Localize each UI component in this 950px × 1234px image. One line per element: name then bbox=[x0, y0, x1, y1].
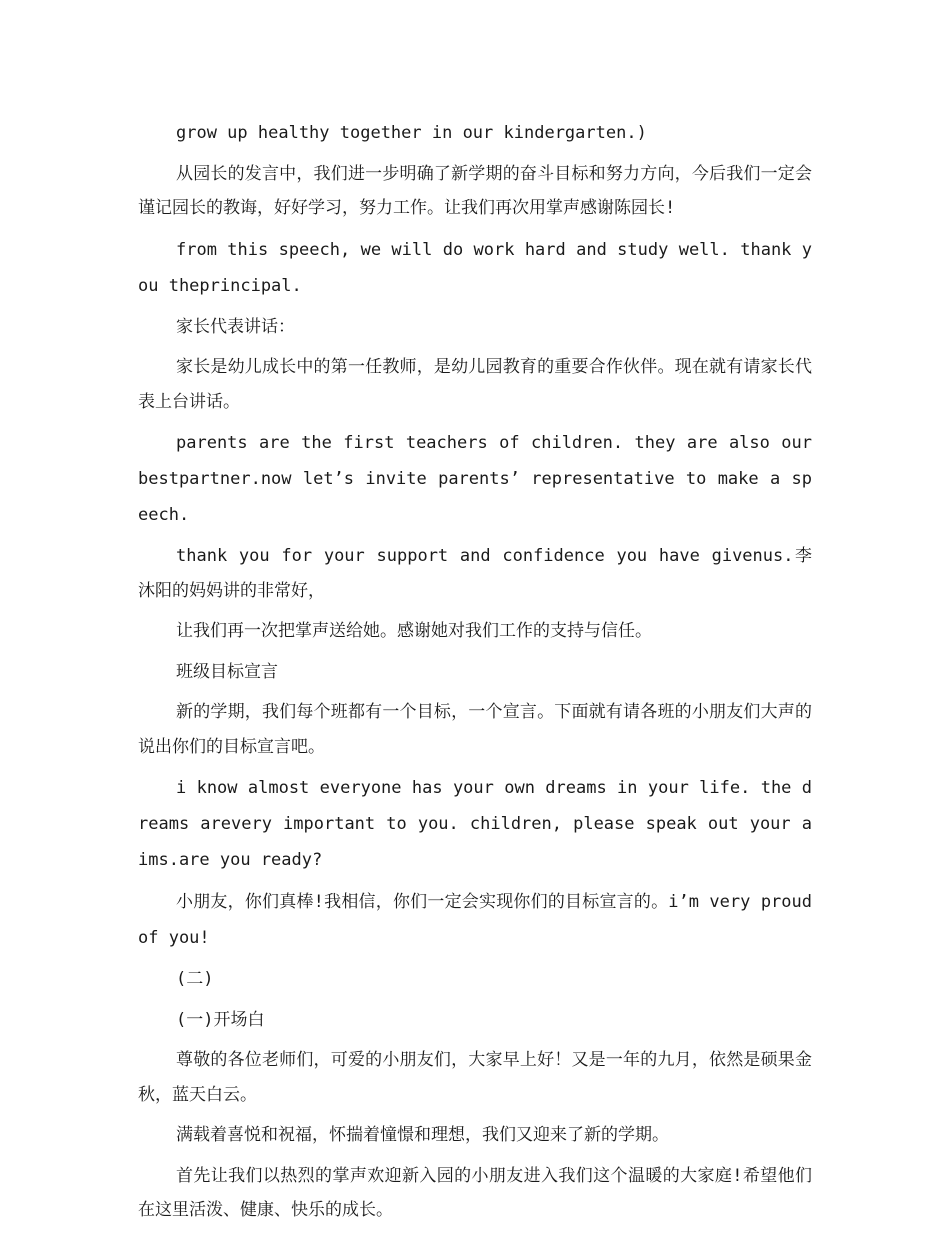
paragraph-closing-english: grow up healthy together in our kindergarten.) bbox=[176, 123, 647, 143]
section-heading-opening: (一)开场白 bbox=[176, 1009, 265, 1030]
paragraph-parent-intro-english: parents are the first teachers of children. they are also our bestpartner.now let’s invite parents’ representative to make a speech. bbox=[138, 433, 812, 525]
section-heading-class-goals: 班级目标宣言 bbox=[176, 661, 278, 682]
paragraph-applause: 让我们再一次把掌声送给她。感谢她对我们工作的支持与信任。 bbox=[176, 621, 652, 641]
paragraph-class-goals-intro: 新的学期，我们每个班都有一个目标，一个宣言。下面就有请各班的小朋友们大声的说出你们的目标宣言吧。 bbox=[138, 702, 812, 757]
paragraph-principal-thanks-english: from this speech, we will do work hard and study well. thank you theprincipal. bbox=[138, 239, 812, 296]
paragraph-welcome: 首先让我们以热烈的掌声欢迎新入园的小朋友进入我们这个温暖的大家庭!希望他们在这里活泼、健康、快乐的成长。 bbox=[138, 1165, 812, 1220]
paragraph-class-goals-english: i know almost everyone has your own dreams in your life. the dreams arevery important to you. children, please speak out your aims.are you ready? bbox=[138, 778, 812, 870]
paragraph-praise: 小朋友，你们真棒!我相信，你们一定会实现你们的目标宣言的。i’m very proud of you! bbox=[138, 892, 812, 948]
paragraph-parent-intro: 家长是幼儿成长中的第一任教师，是幼儿园教育的重要合作伙伴。现在就有请家长代表上台讲话。 bbox=[138, 357, 812, 412]
paragraph-parent-thanks: thank you for your support and confidence you have givenus.李沐阳的妈妈讲的非常好， bbox=[138, 546, 812, 601]
paragraph-new-term: 满载着喜悦和祝福，怀揣着憧憬和理想，我们又迎来了新的学期。 bbox=[176, 1125, 669, 1145]
paragraph-principal-thanks: 从园长的发言中，我们进一步明确了新学期的奋斗目标和努力方向，今后我们一定会谨记园长的教诲，好好学习，努力工作。让我们再次用掌声感谢陈园长! bbox=[138, 163, 812, 218]
section-heading-parent-speech: 家长代表讲话： bbox=[176, 316, 295, 337]
document-body bbox=[138, 116, 812, 1234]
section-heading-part-two: (二) bbox=[176, 969, 214, 989]
paragraph-greeting: 尊敬的各位老师们，可爱的小朋友们，大家早上好！又是一年的九月，依然是硕果金秋，蓝天白云。 bbox=[138, 1050, 812, 1105]
